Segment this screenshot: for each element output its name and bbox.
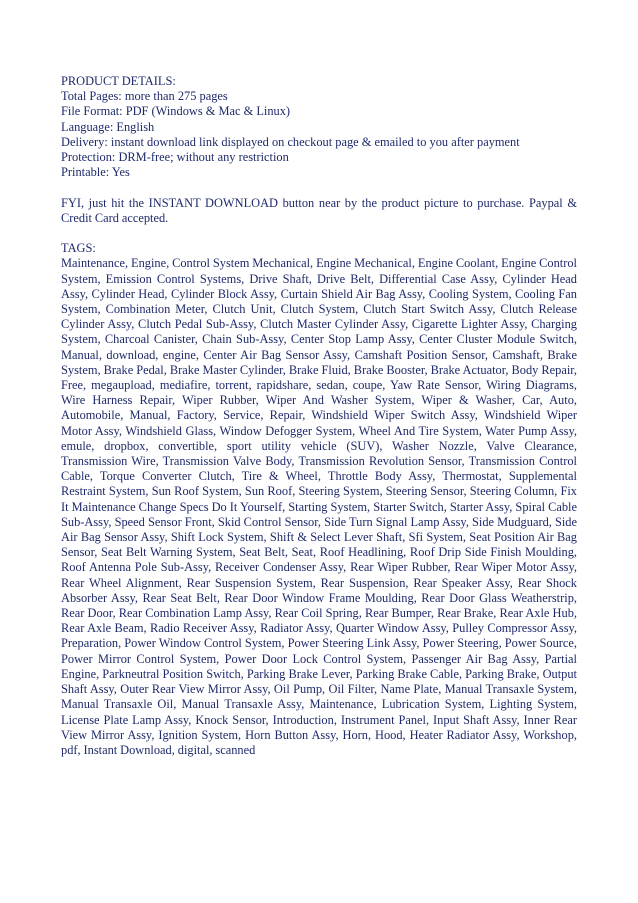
- language: Language: English: [61, 119, 155, 134]
- paragraph-gap: [61, 180, 577, 195]
- file-format: File Format: PDF (Windows & Mac & Linux): [61, 104, 291, 119]
- printable: Printable: Yes: [61, 165, 130, 180]
- protection: Protection: DRM-free; without any restriction: [61, 150, 289, 165]
- tags-paragraph: Maintenance, Engine, Control System Mechanical, Engine Mechanical, Engine Coolant, Engine Control System, Emission Control Systems, Drive Shaft, Drive Belt, Differential Case Assy, Cylinder Head Assy, Cylinder Head, Cylinder Block Assy, Curtain Shield Air Bag Assy, Cooling System, Cooling Fan System, Combination Meter, Clutch Unit, Clutch System, Clutch Start Switch Assy, Clutch Release Cylinder Assy, Clutch Pedal Sub-Assy, Clutch Master Cylinder Assy, Cigarette Lighter Assy, Charging System, Charcoal Canister, Chain Sub-Assy, Center Stop Lamp Assy, Center Cluster Module Switch, Manual, download, engine, Center Air Bag Sensor Assy, Camshaft Position Sensor, Camshaft, Brake System, Brake Pedal, Brake Master Cylinder, Brake Fluid, Brake Booster, Brake Actuator, Body Repair, Free, megaupload, mediafire, torrent, rapidshare, sedan, coupe, Yaw Rate Sensor, Wiring Diagrams, Wire Harness Repair, Wiper Rubber, Wiper And Washer System, Wiper & Washer, Car, Auto, Automobile, Manual, Factory, Service, Repair, Windshield Wiper Switch Assy, Windshield Wiper Motor Assy, Windshield Glass, Window Defogger System, Wheel And Tire System, Water Pump Assy, emule, dropbox, convertible, sport utility vehicle (SUV), Washer Nozzle, Valve Clearance, Transmission Wire, Transmission Valve Body, Transmission Revolution Sensor, Transmission Control Cable, Torque Converter Clutch, Tire & Wheel, Throttle Body Assy, Thermostat, Supplemental Restraint System, Sun Roof System, Sun Roof, Steering System, Steering Sensor, Steering Column, Fix It Maintenance Change Specs Do It Yourself, Starting System, Starter Switch, Starter Assy, Spiral Cable Sub-Assy, Speed Sensor Front, Skid Control Sensor, Side Turn Signal Lamp Assy, Side Mudguard, Side Air Bag Sensor Assy, Shift Lock System, Shift & Select Lever Shaft, Sfi System, Seat Position Air Bag Sensor, Seat Belt Warning System, Seat Belt, Seat, Roof Headlining, Roof Drip Side Finish Moulding, Roof Antenna Pole Sub-Assy, Receiver Condenser Assy, Rear Wiper Rubber, Rear Wiper Motor Assy, Rear Wheel Alignment, Rear Suspension System, Rear Suspension, Rear Speaker Assy, Rear Shock Absorber Assy, Rear Seat Belt, Rear Door Window Frame Moulding, Rear Door Glass Weatherstrip, Rear Door, Rear Combination Lamp Assy, Rear Coil Spring, Rear Bumper, Rear Brake, Rear Axle Hub, Rear Axle Beam, Radio Receiver Assy, Radiator Assy, Quarter Window Assy, Pulley Compressor Assy, Preparation, Power Window Control System, Power Steering Link Assy, Power Steering, Power Source, Power Mirror Control System, Power Door Lock Control System, Passenger Air Bag Assy, Partial Engine, Parkneutral Position Switch, Parking Brake Lever, Parking Brake Cable, Parking Brake, Output Shaft Assy, Outer Rear View Mirror Assy, Oil Pump, Oil Filter, Name Plate, Manual Transaxle System, Manual Transaxle Oil, Manual Transaxle Assy, Maintenance, Lubrication System, Lighting System, License Plate Lamp Assy, Knock Sensor, Introduction, Instrument Panel, Input Shaft Assy, Inner Rear View Mirror Assy, Ignition System, Horn Button Assy, Horn, Hood, Heater Radiator Assy, Workshop, pdf, Instant Download, digital, scanned: [61, 256, 577, 757]
- fyi-paragraph: FYI, just hit the INSTANT DOWNLOAD button near by the product picture to purchase. Paypal & Credit Card accepted.: [61, 195, 577, 225]
- paragraph-gap: [61, 226, 577, 241]
- document-page: [61, 74, 577, 758]
- tags-heading: TAGS:: [61, 241, 96, 256]
- total-pages: Total Pages: more than 275 pages: [61, 89, 228, 104]
- delivery: Delivery: instant download link displayed on checkout page & emailed to you after payment: [61, 134, 520, 149]
- product-details-heading: PRODUCT DETAILS:: [61, 74, 176, 88]
